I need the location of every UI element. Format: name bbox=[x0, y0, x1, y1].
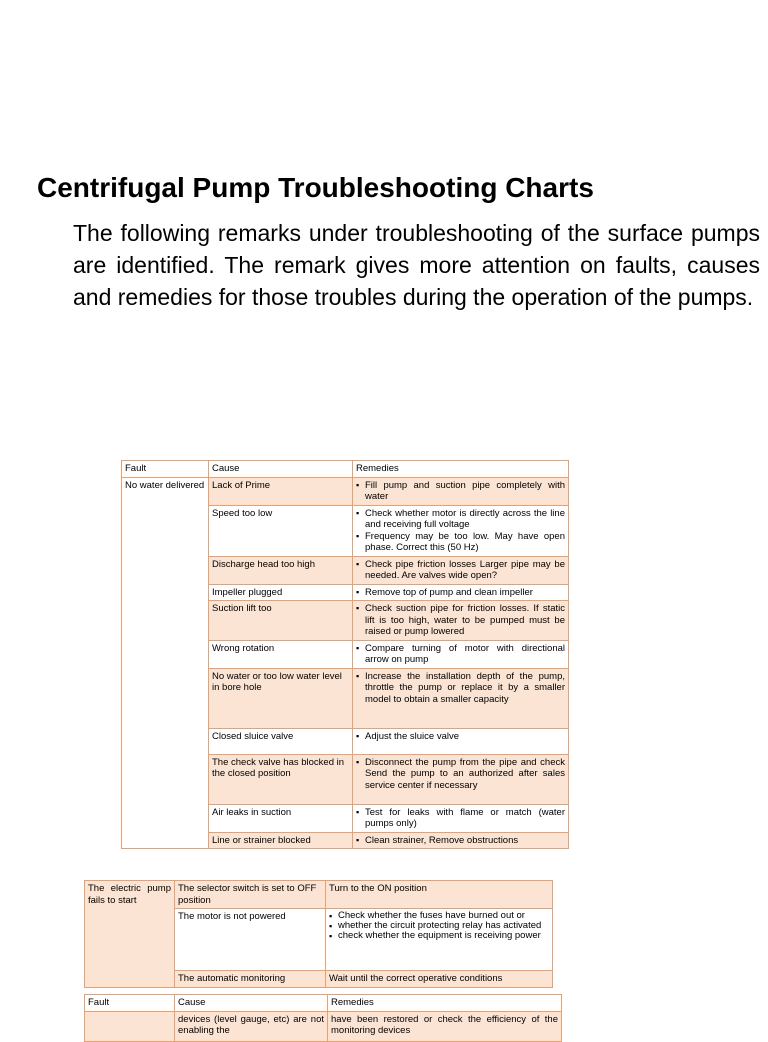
table-row bbox=[85, 881, 553, 909]
remedy-item: ▪ Disconnect the pump from the pipe and check Send the pump to an authorized after sales service center if necessary bbox=[365, 757, 565, 792]
header-fault: Fault bbox=[122, 461, 209, 478]
remedy-item: ▪ Frequency may be too low. May have open phase. Correct this (50 Hz) bbox=[365, 531, 565, 554]
remedy-item: ▪ Compare turning of motor with directional arrow on pump bbox=[365, 643, 565, 666]
cause-cell: The check valve has blocked in the closed position bbox=[209, 754, 353, 804]
remedies-cell: Wait until the correct operative conditions bbox=[326, 971, 553, 988]
cause-cell: Closed sluice valve bbox=[209, 728, 353, 754]
remedy-item: ▪ Clean strainer, Remove obstructions bbox=[365, 835, 565, 847]
cause-cell: No water or too low water level in bore hole bbox=[209, 668, 353, 728]
remedies-cell bbox=[353, 584, 569, 601]
remedy-item: ▪ check whether the equipment is receiving power bbox=[338, 931, 549, 941]
table3-clip bbox=[0, 990, 768, 1036]
cause-cell: Discharge head too high bbox=[209, 556, 353, 584]
troubleshooting-table-monitoring bbox=[84, 994, 562, 1042]
cause-cell: devices (level gauge, etc) are not enabling the bbox=[175, 1011, 328, 1041]
cause-cell: The motor is not powered bbox=[175, 909, 326, 971]
fault-cell: No water delivered bbox=[122, 477, 209, 849]
remedy-item: ▪ Test for leaks with flame or match (water pumps only) bbox=[365, 807, 565, 830]
remedy-item: ▪ Adjust the sluice valve bbox=[365, 731, 565, 743]
header-remedies: Remedies bbox=[328, 995, 562, 1012]
remedies-cell: have been restored or check the efficiency of the monitoring devices bbox=[328, 1011, 562, 1041]
intro-paragraph: The following remarks under troubleshooting of the surface pumps are identified. The remark gives more attention on faults, causes and remedies for those troubles during the operation of the pumps. bbox=[73, 220, 760, 310]
remedies-cell bbox=[353, 804, 569, 832]
remedies-cell bbox=[353, 640, 569, 668]
cause-cell: Suction lift too bbox=[209, 601, 353, 641]
remedies-cell bbox=[353, 728, 569, 754]
cause-cell: Air leaks in suction bbox=[209, 804, 353, 832]
fault-cell: The electric pump fails to start bbox=[85, 881, 175, 988]
header-cause: Cause bbox=[209, 461, 353, 478]
remedy-item: ▪ Check pipe friction losses Larger pipe may be needed. Are valves wide open? bbox=[365, 559, 565, 582]
cause-cell: Impeller plugged bbox=[209, 584, 353, 601]
cause-cell: Line or strainer blocked bbox=[209, 832, 353, 849]
table-header-row bbox=[85, 995, 562, 1012]
table-row bbox=[85, 1011, 562, 1041]
troubleshooting-table-no-water bbox=[121, 460, 569, 849]
cause-cell: The selector switch is set to OFF position bbox=[175, 881, 326, 909]
remedies-cell: Turn to the ON position bbox=[326, 881, 553, 909]
table-header-row bbox=[122, 461, 569, 478]
remedies-cell bbox=[326, 909, 553, 971]
remedy-item: ▪ Remove top of pump and clean impeller bbox=[365, 587, 565, 599]
remedy-item: ▪ Fill pump and suction pipe completely with water bbox=[365, 480, 565, 503]
page-title: Centrifugal Pump Troubleshooting Charts bbox=[37, 172, 594, 203]
cause-cell: The automatic monitoring bbox=[175, 971, 326, 988]
header-fault: Fault bbox=[85, 995, 175, 1012]
remedies-cell bbox=[353, 505, 569, 556]
remedies-cell bbox=[353, 556, 569, 584]
remedies-cell bbox=[353, 477, 569, 505]
remedies-cell bbox=[353, 754, 569, 804]
remedy-item: ▪ Increase the installation depth of the pump, throttle the pump or replace it by a smaller model to obtain a smaller capacity bbox=[365, 671, 565, 706]
troubleshooting-table-pump-fails-to-start bbox=[84, 880, 553, 988]
remedies-cell bbox=[353, 832, 569, 849]
header-remedies: Remedies bbox=[353, 461, 569, 478]
cause-cell: Speed too low bbox=[209, 505, 353, 556]
cause-cell: Lack of Prime bbox=[209, 477, 353, 505]
table-row bbox=[122, 477, 569, 505]
remedies-cell bbox=[353, 668, 569, 728]
header-cause: Cause bbox=[175, 995, 328, 1012]
remedy-item: ▪ Check suction pipe for friction losses. If static lift is too high, water to be pumped must be raised or pump lowered bbox=[365, 603, 565, 638]
cause-cell: Wrong rotation bbox=[209, 640, 353, 668]
fault-cell bbox=[85, 1011, 175, 1041]
remedy-item: ▪ whether the circuit protecting relay has activated bbox=[338, 921, 549, 931]
remedy-item: ▪ Check whether motor is directly across the line and receiving full voltage bbox=[365, 508, 565, 531]
remedy-item: ▪ Check whether the fuses have burned out or bbox=[338, 911, 549, 921]
remedies-cell bbox=[353, 601, 569, 641]
